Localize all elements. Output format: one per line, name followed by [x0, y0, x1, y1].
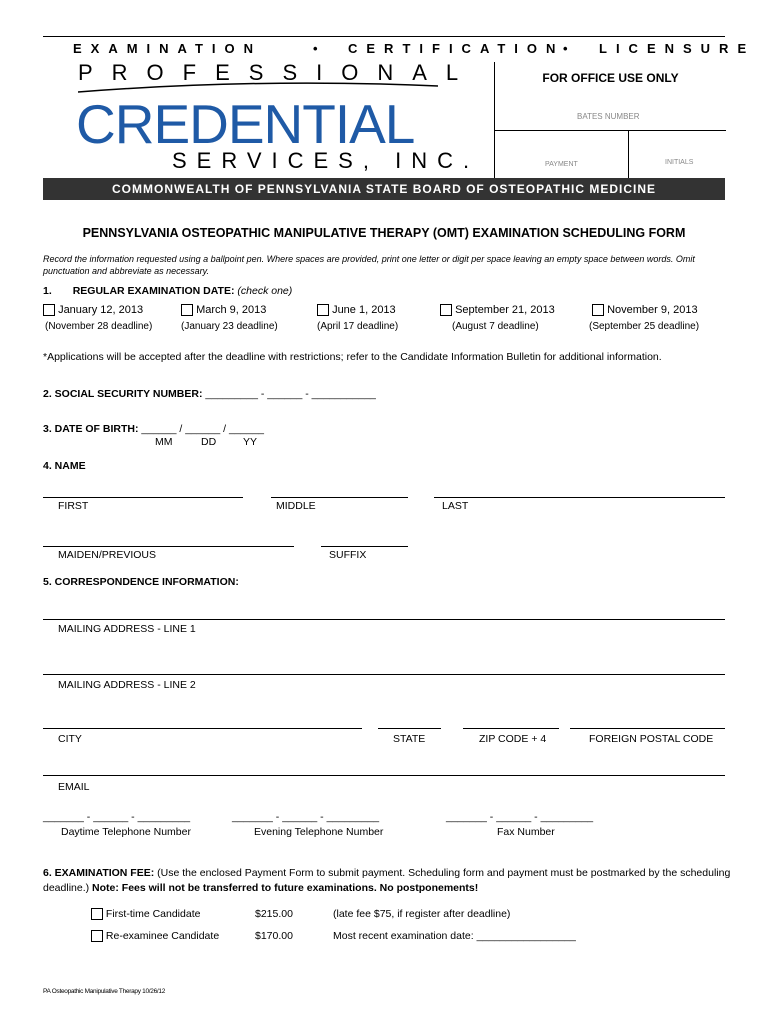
- date-option-2[interactable]: March 9, 2013: [181, 304, 266, 316]
- deadline-1: (November 28 deadline): [45, 321, 153, 332]
- dob-yy: YY: [243, 436, 258, 448]
- deadline-3: (April 17 deadline): [317, 321, 399, 332]
- city-label: CITY: [58, 733, 82, 745]
- checkbox[interactable]: [181, 304, 193, 316]
- checkbox[interactable]: [91, 930, 103, 942]
- middle-name-line[interactable]: [271, 497, 408, 498]
- deadline-4: (August 7 deadline): [452, 321, 539, 332]
- fee-option-first-time[interactable]: First-time Candidate: [91, 908, 200, 920]
- band-certification: CERTIFICATION: [348, 41, 565, 56]
- fax-label: Fax Number: [497, 826, 555, 838]
- evening-phone-label: Evening Telephone Number: [254, 826, 384, 838]
- date-option-3[interactable]: June 1, 2013: [317, 304, 396, 316]
- ssn-field[interactable]: [43, 388, 376, 400]
- logo-credential: CREDENTIAL: [76, 93, 415, 155]
- state-label: STATE: [393, 733, 426, 745]
- band-dot-1: •: [313, 41, 327, 56]
- date-option-5[interactable]: November 9, 2013: [592, 304, 698, 316]
- email-label: EMAIL: [58, 781, 90, 793]
- section1-title: REGULAR EXAMINATION DATE:: [72, 285, 235, 297]
- address1-line[interactable]: [43, 619, 725, 620]
- checkbox[interactable]: [440, 304, 452, 316]
- dob-mm: MM: [155, 436, 173, 448]
- form-title: PENNSYLVANIA OSTEOPATHIC MANIPULATIVE THERAPY (OMT) EXAMINATION SCHEDULING FORM: [82, 226, 686, 240]
- header-band: [43, 36, 756, 63]
- date-option-1[interactable]: January 12, 2013: [43, 304, 143, 316]
- email-line[interactable]: [43, 775, 725, 776]
- footer-form-id: PA Osteopathic Manipulative Therapy 10/26/12: [43, 988, 166, 995]
- band-examination: EXAMINATION: [73, 41, 263, 56]
- name-heading: 4. NAME: [43, 460, 86, 472]
- first-name-label: FIRST: [58, 500, 89, 512]
- office-use-title: FOR OFFICE USE ONLY: [542, 71, 679, 85]
- section1-hint: (check one): [237, 285, 293, 297]
- fax-blank[interactable]: _______ - ______ - _________: [446, 811, 594, 823]
- maiden-name-line[interactable]: [43, 546, 294, 547]
- section1-heading: [43, 285, 292, 297]
- dob-blank[interactable]: ______ / ______ / ______: [141, 423, 265, 435]
- fee-section: [43, 866, 733, 896]
- checkbox[interactable]: [91, 908, 103, 920]
- band-licensure: LICENSURE: [599, 41, 756, 56]
- instructions: Record the information requested using a ballpoint pen. Where spaces are provided, print one letter or digit per space leaving an empty space between words. Omit punctuation and abbreviate as necessary.: [43, 254, 695, 276]
- last-name-label: LAST: [442, 500, 469, 512]
- section1-num: 1.: [43, 285, 52, 297]
- date-option-4[interactable]: September 21, 2013: [440, 304, 555, 316]
- foreign-code-label: FOREIGN POSTAL CODE: [589, 733, 714, 745]
- bates-number-label: BATES NUMBER: [577, 112, 640, 121]
- fee-label: 6. EXAMINATION FEE:: [43, 867, 155, 879]
- ssn-label: 2. SOCIAL SECURITY NUMBER:: [43, 388, 203, 400]
- board-banner: COMMONWEALTH OF PENNSYLVANIA STATE BOARD OF OSTEOPATHIC MEDICINE: [43, 178, 725, 200]
- checkbox[interactable]: [592, 304, 604, 316]
- dob-dd: DD: [201, 436, 217, 448]
- logo-professional: PROFESSIONAL: [78, 60, 478, 85]
- fee-text-1: (Use the enclosed Payment Form to submit payment. Scheduling form and payment must be postmarked by the: [157, 867, 678, 879]
- ssn-blank[interactable]: _________ - ______ - ___________: [205, 388, 376, 400]
- foreign-code-line[interactable]: [570, 728, 725, 729]
- middle-name-label: MIDDLE: [276, 500, 316, 512]
- fee-amount-re-examinee: $170.00: [255, 930, 293, 942]
- dob-field[interactable]: [43, 423, 264, 435]
- fee-text-2: scheduling deadline.): [43, 867, 731, 894]
- deadline-2: (January 23 deadline): [181, 321, 278, 332]
- initials-label: INITIALS: [665, 159, 694, 166]
- dob-label: 3. DATE OF BIRTH:: [43, 423, 139, 435]
- last-name-line[interactable]: [434, 497, 725, 498]
- deadline-note: *Applications will be accepted after the deadline with restrictions; refer to the Candidate Information Bulletin for additional information.: [43, 351, 662, 363]
- checkbox[interactable]: [43, 304, 55, 316]
- suffix-label: SUFFIX: [329, 549, 367, 561]
- fee-note: Note: Fees will not be transferred to future examinations. No postponements!: [92, 882, 479, 894]
- state-line[interactable]: [378, 728, 441, 729]
- city-line[interactable]: [43, 728, 362, 729]
- first-name-line[interactable]: [43, 497, 243, 498]
- band-dot-2: •: [563, 41, 577, 56]
- zip-line[interactable]: [463, 728, 559, 729]
- daytime-phone-blank[interactable]: _______ - ______ - _________: [43, 811, 191, 823]
- logo-services: SERVICES, INC.: [172, 148, 480, 173]
- deadline-5: (September 25 deadline): [589, 321, 700, 332]
- late-fee-note: (late fee $75, if register after deadline): [333, 908, 511, 920]
- payment-label: PAYMENT: [545, 161, 578, 168]
- fee-amount-first-time: $215.00: [255, 908, 293, 920]
- daytime-phone-label: Daytime Telephone Number: [61, 826, 191, 838]
- zip-label: ZIP CODE + 4: [479, 733, 547, 745]
- fee-option-re-examinee[interactable]: Re-examinee Candidate: [91, 930, 219, 942]
- maiden-name-label: MAIDEN/PREVIOUS: [58, 549, 157, 561]
- address2-line[interactable]: [43, 674, 725, 675]
- suffix-line[interactable]: [321, 546, 408, 547]
- recent-exam-date-field[interactable]: Most recent examination date: _________________: [333, 930, 576, 942]
- address2-label: MAILING ADDRESS - LINE 2: [58, 679, 196, 691]
- checkbox[interactable]: [317, 304, 329, 316]
- address1-label: MAILING ADDRESS - LINE 1: [58, 623, 196, 635]
- office-use-box: [494, 62, 726, 179]
- correspondence-heading: 5. CORRESPONDENCE INFORMATION:: [43, 576, 239, 588]
- evening-phone-blank[interactable]: _______ - ______ - _________: [232, 811, 380, 823]
